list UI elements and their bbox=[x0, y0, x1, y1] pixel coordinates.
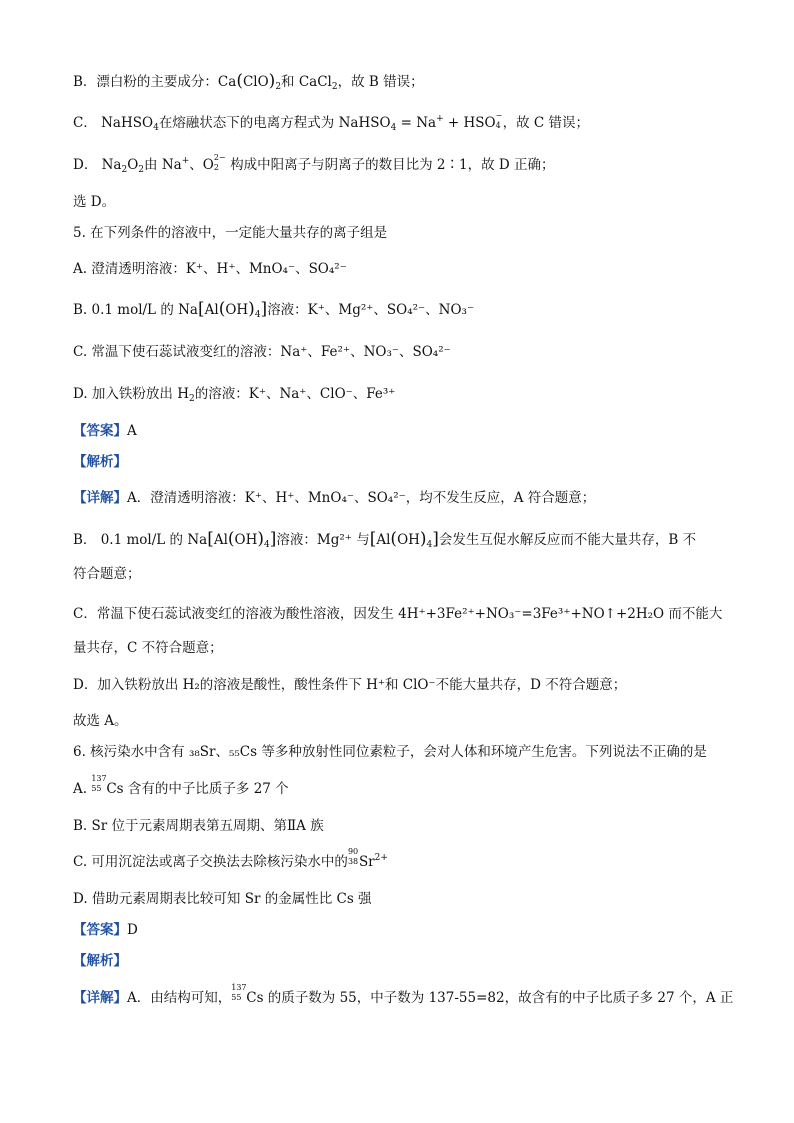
atomic-number: 55 bbox=[231, 993, 242, 1002]
superscript: + bbox=[436, 114, 444, 124]
text: Al bbox=[204, 302, 219, 318]
question-5-option-c: C. 常温下使石蕊试液变红的溶液：Na⁺、Fe²⁺、NO₃⁻、SO₄²⁻ bbox=[73, 344, 451, 360]
text: B．漂白粉的主要成分： bbox=[73, 74, 218, 90]
detail-5-b bbox=[73, 530, 734, 550]
text: OH bbox=[397, 532, 420, 548]
nuclide-notation bbox=[91, 774, 107, 795]
text: 溶液：Mg²⁺ 与 bbox=[276, 532, 370, 548]
mass-number: 137 bbox=[231, 983, 247, 992]
text: 由 Na bbox=[144, 157, 182, 173]
answer-5-line bbox=[73, 421, 734, 441]
mass-number: 90 bbox=[347, 847, 359, 856]
answer-c-line bbox=[73, 113, 734, 133]
paren: ( bbox=[218, 299, 226, 319]
text: B. 0.1 mol/L 的 Na bbox=[73, 302, 198, 318]
subscript: 4 bbox=[153, 123, 159, 133]
text: B． 0.1 mol/L 的 Na bbox=[73, 532, 208, 548]
paren: ) bbox=[248, 299, 255, 319]
text: 溶液：K⁺、Mg²⁺、SO₄²⁻、NO₃⁻ bbox=[267, 302, 475, 318]
text: Al bbox=[213, 532, 228, 548]
detail-5-a bbox=[73, 488, 734, 508]
analysis-6-tag bbox=[73, 951, 734, 971]
answer-6-line bbox=[73, 920, 734, 940]
text: ，故 B 错误； bbox=[337, 74, 424, 90]
paren: ( bbox=[390, 529, 398, 549]
text: 的溶液：K⁺、Na⁺、ClO⁻、Fe³⁺ bbox=[194, 386, 396, 402]
element-symbol: Cs bbox=[246, 990, 264, 1006]
text: = Na bbox=[396, 115, 437, 131]
text: Ca bbox=[217, 74, 237, 90]
subscript: 4 bbox=[495, 121, 501, 130]
paren: ( bbox=[236, 71, 243, 91]
bracket: ] bbox=[432, 529, 439, 549]
text: 的质子数为 55，中子数为 137-55=82，故含有的中子比质子多 27 个，A 正 bbox=[263, 990, 734, 1006]
text: 会发生互促水解反应而不能大量共存，B 不 bbox=[438, 532, 697, 548]
question-5-stem: 5. 在下列条件的溶液中，一定能大量共存的离子组是 bbox=[73, 225, 388, 241]
paren: ) bbox=[419, 529, 427, 549]
detail-5-c: C．常温下使石蕊试液变红的溶液为酸性溶液，因发生 4H⁺+3Fe²⁺+NO₃⁻=3Fe³⁺+NO↑+2H₂O 而不能大 bbox=[73, 606, 723, 622]
answer-tag: 【答案】 bbox=[73, 922, 127, 938]
question-6-option-d: D. 借助元素周期表比较可知 Sr 的金属性比 Cs 强 bbox=[73, 891, 372, 907]
answer-d-line bbox=[73, 155, 734, 175]
question-5-option-b bbox=[73, 300, 734, 320]
question-5-option-a: A. 澄清透明溶液：K⁺、H⁺、MnO₄⁻、SO₄²⁻ bbox=[73, 261, 347, 277]
subscript: 4 bbox=[254, 310, 261, 320]
question-6-option-a bbox=[73, 774, 734, 799]
text: A．由结构可知， bbox=[127, 990, 232, 1006]
answer-value: A bbox=[127, 423, 137, 439]
bracket: ] bbox=[260, 299, 268, 319]
atomic-number: 55 bbox=[91, 784, 102, 793]
sup-sub-stack bbox=[495, 111, 503, 130]
sup-sub-stack bbox=[213, 153, 226, 172]
subscript: 2 bbox=[121, 165, 128, 175]
superscript: 2+ bbox=[374, 853, 388, 863]
bracket: [ bbox=[369, 529, 377, 549]
text: ClO bbox=[242, 74, 269, 90]
text: A. bbox=[73, 781, 92, 797]
subscript: 4 bbox=[264, 540, 270, 550]
detail-5-b-cont: 符合题意； bbox=[73, 566, 141, 582]
text: 含有的中子比质子多 27 个 bbox=[123, 781, 289, 797]
nuclide-notation bbox=[347, 847, 359, 868]
superscript: 2− bbox=[213, 153, 226, 162]
paren: ) bbox=[257, 529, 265, 549]
text: Al bbox=[376, 532, 391, 548]
bracket: [ bbox=[207, 529, 214, 549]
element-symbol: Sr bbox=[358, 854, 375, 870]
detail-5-c-cont: 量共存，C 不符合题意； bbox=[73, 640, 223, 656]
superscript: + bbox=[181, 156, 190, 166]
text: O bbox=[127, 157, 139, 173]
choose-a-line: 故选 A。 bbox=[73, 713, 128, 729]
text: C． NaHSO bbox=[73, 115, 154, 131]
answer-value: D bbox=[127, 922, 138, 938]
question-6-option-c bbox=[73, 847, 734, 872]
analysis-5-tag bbox=[73, 452, 734, 472]
choose-d-line: 选 D。 bbox=[73, 194, 116, 210]
subscript: 2 bbox=[331, 82, 338, 92]
answer-tag: 【答案】 bbox=[73, 423, 127, 439]
subscript: 4 bbox=[390, 123, 397, 133]
subscript: 2 bbox=[275, 82, 282, 92]
text: 在熔融状态下的电离方程式为 NaHSO bbox=[158, 115, 391, 131]
analysis-tag: 【解析】 bbox=[73, 953, 127, 969]
text: OH bbox=[234, 532, 258, 548]
text: C. 可用沉淀法或离子交换法去除核污染水中的 bbox=[73, 854, 348, 870]
superscript: − bbox=[495, 111, 503, 120]
mass-number: 137 bbox=[91, 774, 107, 783]
bracket: [ bbox=[197, 299, 205, 319]
text: + HSO bbox=[443, 115, 496, 131]
nuclide-notation bbox=[231, 983, 247, 1004]
text: 和 CaCl bbox=[281, 74, 332, 90]
text: D． Na bbox=[73, 157, 122, 173]
text: OH bbox=[225, 302, 249, 318]
text: 、O bbox=[189, 157, 214, 173]
text: A．澄清透明溶液：K⁺、H⁺、MnO₄⁻、SO₄²⁻，均不发生反应，A 符合题意； bbox=[127, 490, 596, 506]
text: D. 加入铁粉放出 H bbox=[73, 386, 189, 402]
analysis-tag: 【解析】 bbox=[73, 454, 127, 470]
text: ，故 C 错误； bbox=[502, 115, 590, 131]
subscript: 2 bbox=[189, 394, 195, 404]
text: 构成中阳离子与阴离子的数目比为 2∶1，故 D 正确； bbox=[225, 157, 555, 173]
detail-tag: 【详解】 bbox=[73, 990, 127, 1006]
subscript: 2 bbox=[138, 165, 145, 175]
question-6-stem: 6. 核污染水中含有 ₃₈Sr、₅₅Cs 等多种放射性同位素粒子，会对人体和环境产生危害。下列说法不正确的是 bbox=[73, 744, 707, 760]
atomic-number: 38 bbox=[347, 857, 359, 866]
subscript: 2 bbox=[213, 163, 219, 172]
bracket: ] bbox=[269, 529, 277, 549]
detail-6-a bbox=[73, 983, 734, 1008]
detail-tag: 【详解】 bbox=[73, 490, 127, 506]
question-5-option-d bbox=[73, 384, 734, 404]
paren: ( bbox=[227, 529, 235, 549]
question-6-option-b: B. Sr 位于元素周期表第五周期、第ⅡA 族 bbox=[73, 818, 324, 834]
subscript: 4 bbox=[426, 540, 433, 550]
answer-b-line bbox=[73, 72, 734, 92]
detail-5-d: D．加入铁粉放出 H₂的溶液是酸性，酸性条件下 H⁺和 ClO⁻不能大量共存，D 不符合题意； bbox=[73, 677, 627, 693]
element-symbol: Cs bbox=[106, 781, 124, 797]
paren: ) bbox=[268, 71, 276, 91]
